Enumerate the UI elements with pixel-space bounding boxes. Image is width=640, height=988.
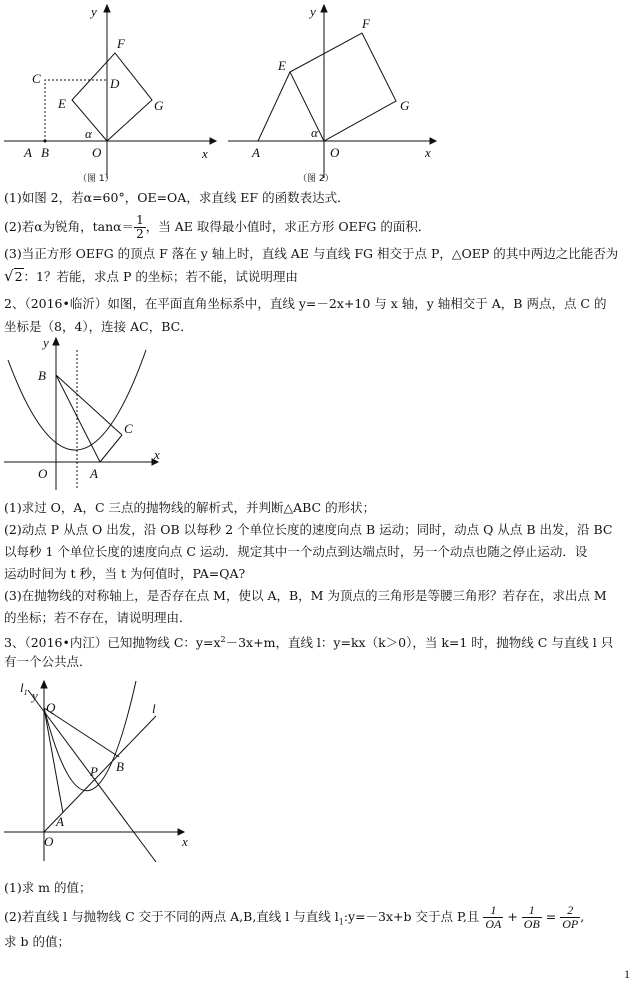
p1-q2-den: 2 (136, 227, 144, 241)
fig2-y-arrow (321, 5, 327, 12)
fig4-y-arrow (41, 681, 47, 688)
fig1-label-F: F (117, 36, 125, 51)
fig4-label-A: A (56, 814, 64, 829)
fig1-label-G: G (154, 98, 164, 113)
fig4-label-l: l (152, 701, 156, 716)
p1-q2-num: 1 (136, 213, 144, 227)
p3-question-2-cont: 求 b 的值； (4, 934, 70, 949)
fig4-label-Q: Q (46, 700, 56, 715)
p2-question-2c: 运动时间为 t 秒，当 t 为何值时，PA=QA? (4, 566, 246, 581)
fig2-label-O: O (330, 145, 340, 160)
p1-question-3-cont (4, 268, 298, 285)
p1-question-2 (4, 214, 430, 241)
fig4-label-x: x (182, 834, 188, 849)
sqrt-symbol: √ (4, 267, 14, 285)
fig1-label-O: O (92, 145, 102, 160)
fig3-label-O: O (38, 466, 48, 481)
figure-3 (0, 335, 170, 495)
p3-heading-a: 3、（2016•内江）已知抛物线 C：y=x (4, 635, 221, 651)
p3-heading (4, 632, 613, 651)
p1-q3-radicand: 2 (14, 269, 23, 284)
p3-q2-text-a: (2)若直线 l 与抛物线 C 交于不同的两点 A,B,直线 l 与直线 l (4, 909, 339, 924)
fig1-square-OEFG (72, 53, 152, 141)
fig4-label-O: O (44, 834, 54, 849)
p1-question-3: (3)当正方形 OEFG 的顶点 F 落在 y 轴上时，直线 AE 与直线 FG 相交于点 P，△OEP 的其中两边之比能否为 (4, 246, 619, 261)
fig3-segment-BC (56, 375, 122, 435)
p2-heading-cont: 坐标是（8，4），连接 AC，BC． (4, 319, 193, 334)
fig2-label-F: F (362, 16, 370, 31)
p3-heading-sup: 2 (220, 635, 226, 644)
fig1-label-B: B (41, 145, 49, 160)
page-number: 1 (624, 967, 630, 981)
p3-fraction-1 (483, 904, 503, 931)
fig1-label-y: y (91, 4, 97, 19)
p3-f2-den: OB (523, 917, 540, 931)
fig4-label-P: P (90, 764, 98, 779)
fig1-x-arrow (210, 138, 216, 144)
p3-heading-cont: 有一个公共点． (4, 654, 92, 669)
fig4-label-l1: $l_1$ (20, 680, 28, 697)
fig2-label-y: y (310, 4, 316, 19)
p3-plus: + (507, 909, 518, 924)
fig3-segment-AC (100, 435, 122, 462)
p3-question-2 (4, 904, 584, 931)
fig3-label-A: A (90, 466, 98, 481)
p1-q2-text-a: (2)若α为锐角，tanα＝ (4, 219, 135, 234)
fig2-label-E: E (278, 58, 286, 73)
fig1-label-C: C (32, 71, 41, 86)
p2-question-2a: (2)动点 P 从点 O 出发，沿 OB 以每秒 2 个单位长度的速度向点 B 运动；同时，动点 Q 从点 B 出发，沿 BC (4, 522, 613, 537)
fig2-segment-AE (258, 72, 290, 141)
fig1-y-arrow (104, 5, 110, 12)
p3-f3-den: OP (562, 917, 579, 931)
p2-question-3b: 的坐标；若不存在，请说明理由． (4, 610, 192, 625)
p3-f1-num: 1 (483, 904, 503, 918)
p3-equals: = (545, 909, 557, 924)
p3-question-1: (1)求 m 的值； (4, 880, 92, 895)
p1-question-1: (1)如图 2，若α=60°，OE=OA，求直线 EF 的函数表达式． (4, 190, 350, 205)
p2-question-3a: (3)在抛物线的对称轴上，是否存在点 M，使以 A，B，M 为顶点的三角形是等腰三角形？若存在，求出点 M (4, 588, 607, 603)
fig2-square-OEFG (290, 33, 396, 141)
figure-2 (220, 0, 440, 185)
p2-question-2b: 以每秒 1 个单位长度的速度向点 C 运动．规定其中一个动点到达端点时，另一个动点也随之停止运动．设 (4, 544, 588, 559)
p3-tail: , (580, 909, 585, 924)
fig2-label-A: A (252, 145, 260, 160)
fig3-label-y: y (43, 335, 49, 350)
fig2-label-x: x (425, 145, 431, 160)
p1-q3-text-b: ：1？若能，求点 P 的坐标；若不能，试说明理由 (23, 269, 298, 284)
fig2-label-G: G (400, 98, 410, 113)
fig3-label-C: C (124, 421, 133, 436)
fig1-dashed-guide (45, 80, 107, 141)
p2-question-1: (1)求过 O，A，C 三点的抛物线的解析式，并判断△ABC 的形状； (4, 500, 376, 515)
p3-q2-text-b: :y=－3x+b 交于点 P,且 (343, 909, 480, 924)
fig2-label-alpha: α (311, 125, 318, 140)
figure-1 (0, 0, 220, 185)
p3-heading-b: －3x+m，直线 l：y=kx（k＞0），当 k=1 时，抛物线 C 与直线 l 只 (225, 635, 614, 651)
fig4-label-B: B (116, 759, 124, 774)
p1-q2-fraction (134, 214, 146, 241)
fig3-label-x: x (154, 447, 160, 462)
fig1-label-A: A (24, 145, 32, 160)
fig3-label-B: B (38, 368, 46, 383)
fig1-label-E: E (58, 96, 66, 111)
p3-fraction-3 (560, 904, 580, 931)
p3-f1-den: OA (485, 917, 502, 931)
fig1-label-alpha: α (85, 126, 92, 141)
fig1-label-x: x (202, 146, 208, 161)
p3-q2-sub: 1 (338, 917, 344, 927)
p3-fraction-2 (522, 904, 542, 931)
fig1-caption: （图 1） (78, 174, 114, 184)
fig2-caption: （图 2） (298, 174, 334, 184)
fig1-label-D: D (110, 76, 120, 91)
p3-f3-num: 2 (560, 904, 580, 918)
p1-q2-text-b: ，当 AE 取得最小值时，求正方形 OEFG 的面积． (145, 219, 431, 234)
fig1-point-B (44, 140, 47, 143)
fig2-x-arrow (430, 138, 436, 144)
fig3-y-arrow (53, 338, 59, 345)
fig3-segment-BA (56, 375, 100, 462)
p2-heading: 2、（2016•临沂）如图，在平面直角坐标系中，直线 y=－2x+10 与 x 轴，y 轴相交于 A，B 两点，点 C 的 (4, 296, 607, 311)
p3-f2-num: 1 (522, 904, 542, 918)
fig4-label-y: y (32, 688, 38, 703)
fig4-segment-QB (44, 708, 119, 757)
figure-4 (0, 676, 200, 866)
